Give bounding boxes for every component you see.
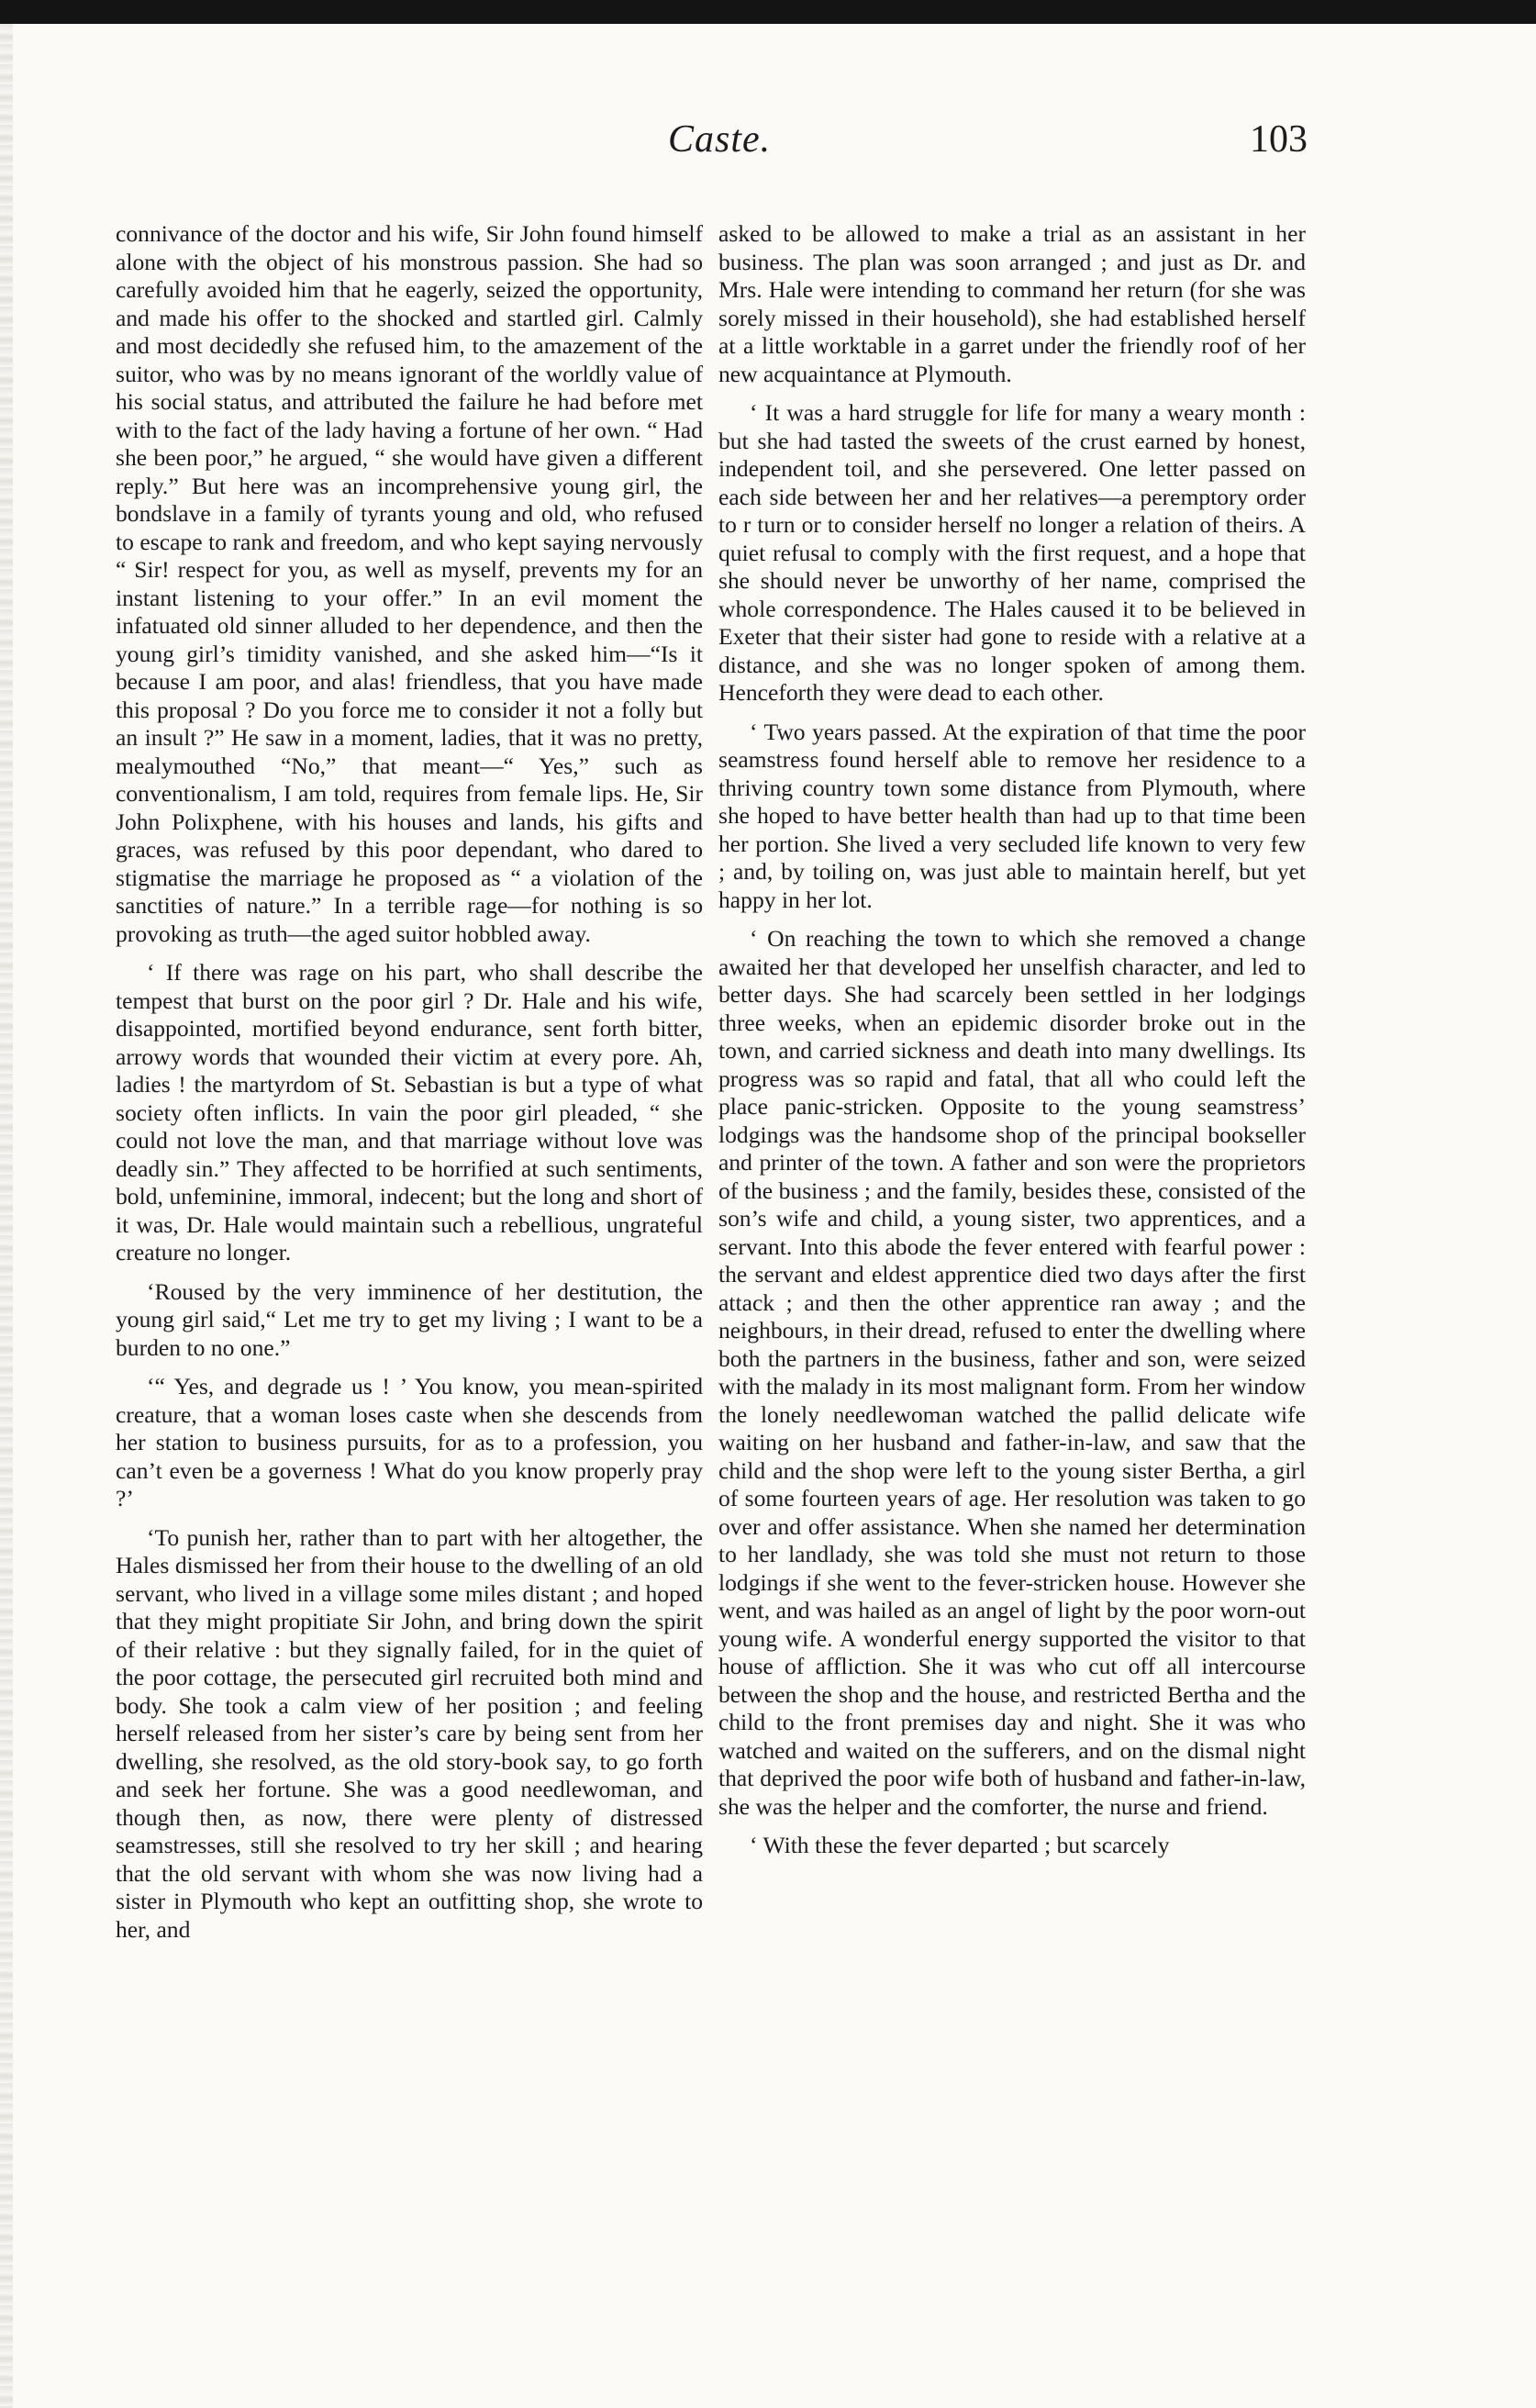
paragraph: ‘ Two years passed. At the expiration of that time the poor seamstress found herself able to remove her residence to a thriving country town some distance from Plymouth, where she hoped to have better health than had up to that time been her portion. She lived a very secluded life known to very few ; and, by toiling on, was just able to maintain herelf, but yet happy in her lot.: [718, 718, 1306, 913]
paragraph: ‘ If there was rage on his part, who shall describe the tempest that burst on the poor girl ? Dr. Hale and his wife, disappointed, mortified beyond endurance, sent forth bitter, arrowy words that wounded their victim at every pore. Ah, ladies ! the martyrdom of St. Sebastian is but a type of what society often inflicts. In vain the poor girl pleaded, “ she could not love the man, and that marriage without love was deadly sin.” They affected to be horrified at such sentiments, bold, unfeminine, immoral, indecent; but the long and short of it was, Dr. Hale would maintain such a rebellious, ungrateful creature no longer.: [116, 959, 703, 1265]
paragraph: connivance of the doctor and his wife, Sir John found himself alone with the object of his monstrous passion. She had so carefully avoided him that he eagerly, seized the opportunity, and made his offer to the shocked and startled girl. Calmly and most decidedly she refused him, to the amazement of the suitor, who was by no means ignorant of the worldly value of his social status, and attributed the failure he had before met with to the fact of the lady having a fortune of her own. “ Had she been poor,” he argued, “ she would have given a different reply.” But here was an incomprehensive young girl, the bondslave in a family of tyrants young and old, who refused to escape to rank and freedom, and who kept saying nervously “ Sir! respect for you, as well as myself, prevents my for an instant listening to your offer.” In an evil moment the infatuated old sinner alluded to her dependence, and then the young girl’s timidity vanished, and she asked him—“Is it because I am poor, and alas! friendless, that you have made this proposal ? Do you force me to consider it not a folly but an insult ?” He saw in a moment, ladies, that it was no pretty, mealymouthed “No,” that meant—“ Yes,” such as conventionalism, I am told, requires from female lips. He, Sir John Polixphene, with his houses and lands, his gifts and graces, was refused by this poor dependant, who dared to stigmatise the marriage he proposed as “ a violation of the sanctities of nature.” In a terrible rage—for nothing is so provoking as truth—the aged suitor hobbled away.: [116, 220, 703, 947]
left-column: [116, 220, 703, 2368]
paragraph: ‘ With these the fever departed ; but scarcely: [750, 1832, 1170, 1858]
paragraph: ‘Roused by the very imminence of her destitution, the young girl said,“ Let me try to get my living ; I want to be a burden to no one.”: [116, 1277, 703, 1361]
paragraph: ‘ On reaching the town to which she removed a change awaited her that developed her unselfish character, and led to better days. She had scarcely been settled in her lodgings three weeks, when an epidemic disorder broke out in the town, and carried sickness and death into many dwellings. Its progress was so rapid and fatal, that all who could left the place panic-stricken. Opposite to the young seamstress’ lodgings was the handsome shop of the principal bookseller and printer of the town. A father and son were the proprietors of the business ; and the family, besides these, consisted of the son’s wife and child, a young sister, two apprentices, and a servant. Into this abode the fever entered with fearful power : the servant and eldest apprentice died two days after the first attack ; and then the other apprentice ran away ; and the neighbours, in their dread, refused to enter the dwelling where both the partners in the business, father and son, were seized with the malady in its most malignant form. From her window the lonely needlewoman watched the pallid delicate wife waiting on her husband and father-in-law, and saw that the child and the shop were left to the young sister Bertha, a girl of some fourteen years of age. Her resolution was taken to go over and offer assistance. When she named her determination to her landlady, she was told she must not return to those lodgings if she went to the fever-stricken house. However she went, and was hailed as an angel of light by the poor worn-out young wife. A wonderful energy supported the visitor to that house of affliction. She it was who cut off all intercourse between the shop and the house, and restricted Bertha and the child to the front premises day and night. She it was who watched and waited on the sufferers, and on the dismal night that deprived the poor wife both of husband and father-in-law, she was the helper and the comforter, the nurse and friend.: [718, 925, 1306, 1820]
top-border-rule: [0, 0, 1536, 24]
running-title: Caste.: [668, 118, 772, 161]
paragraph: ‘“ Yes, and degrade us ! ’ You know, you mean-spirited creature, that a woman loses caste when she descends from her station to business pursuits, for as to a profession, you can’t even be a governess ! What do you know properly pray ?’: [116, 1373, 703, 1511]
page-number: 103: [1250, 118, 1308, 161]
running-header: [0, 117, 1536, 173]
paragraph: ‘ It was a hard struggle for life for many a weary month : but she had tasted the sweets of the crust earned by honest, independent toil, and she persevered. One letter passed on each side between her and her relatives—a peremptory order to r turn or to consider herself no longer a relation of theirs. A quiet refusal to comply with the first request, and a hope that she should never be unworthy of her name, comprised the whole correspondence. The Hales caused it to be believed in Exeter that their sister had gone to reside with a relative at a distance, and she was no longer spoken of among them. Henceforth they were dead to each other.: [718, 399, 1306, 706]
paragraph: ‘To punish her, rather than to part with her altogether, the Hales dismissed her from their house to the dwelling of an old servant, who lived in a village some miles distant ; and hoped that they might propitiate Sir John, and bring down the spirit of their relative : but they signally failed, for in the quiet of the poor cottage, the persecuted girl recruited both mind and body. She took a calm view of her position ; and feeling herself released from her sister’s care by being sent from her dwelling, she resolved, as the old story-book say, to go forth and seek her fortune. She was a good needlewoman, and though then, as now, there were plenty of distressed seamstresses, still she resolved to try her skill ; and hearing that the old servant with whom she was now living had a sister in Plymouth who kept an outfitting shop, she wrote to her, and: [116, 1523, 703, 1943]
scan-binding-edge: [0, 24, 13, 2408]
right-column: [718, 220, 1306, 2368]
paragraph: asked to be allowed to make a trial as an assistant in her business. The plan was soon arranged ; and just as Dr. and Mrs. Hale were intending to command her return (for she was sorely missed in their household), she had established herself at a little worktable in a garret under the friendly roof of her new acquaintance at Plymouth.: [718, 220, 1306, 387]
